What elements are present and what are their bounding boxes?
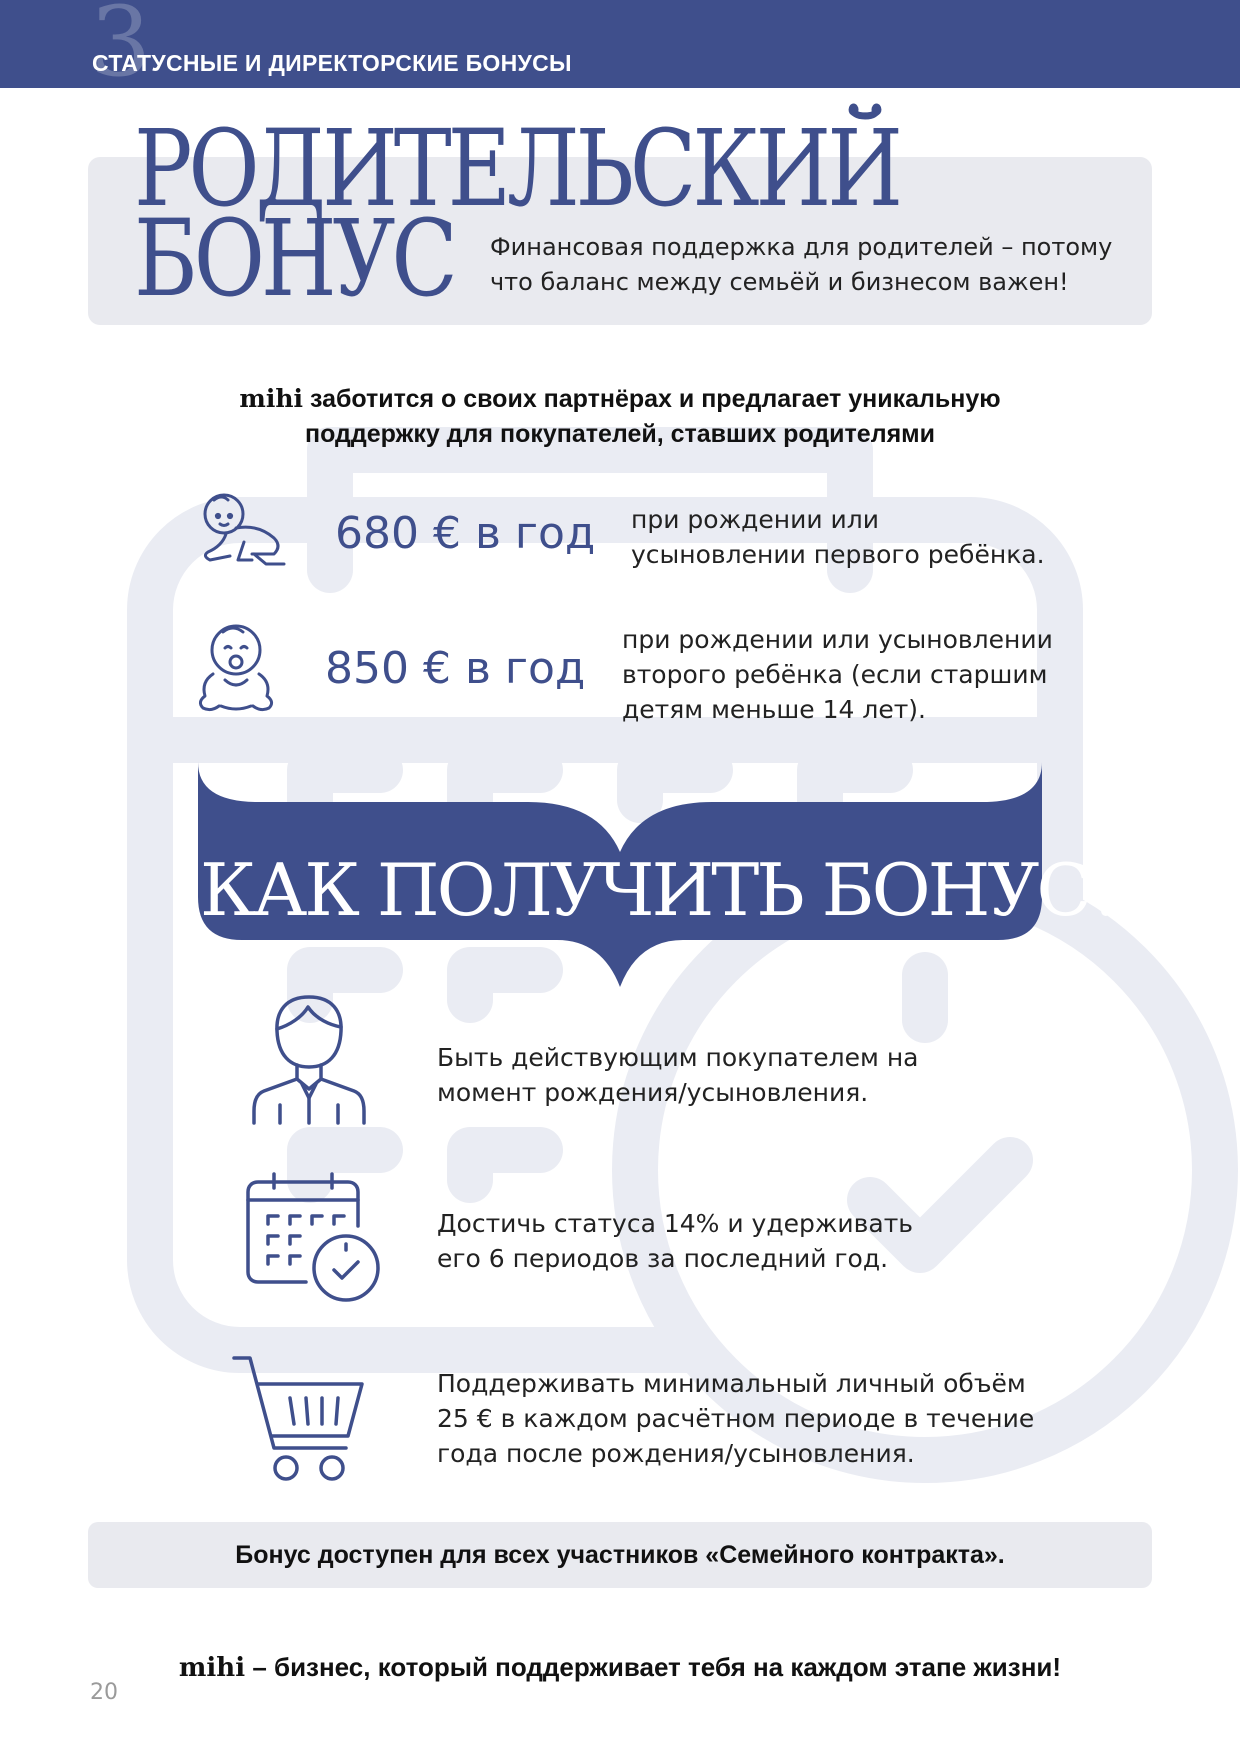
bonus-description-second-line-1: при рождении или усыновлении	[622, 625, 1053, 654]
intro-text	[60, 381, 1180, 452]
closing-text: – бизнес, который поддерживает тебя на каждом этапе жизни!	[252, 1652, 1062, 1682]
requirement-volume-line-2: 25 € в каждом расчётном периоде в течение	[437, 1404, 1035, 1433]
requirement-customer	[437, 1040, 1157, 1110]
page-title-line-2: БОНУС	[134, 197, 454, 320]
requirement-volume	[437, 1366, 1157, 1471]
section-title: СТАТУСНЫЕ И ДИРЕКТОРСКИЕ БОНУСЫ	[92, 50, 572, 76]
hero-subtitle	[490, 230, 1150, 300]
hero-subtitle-line-2: что баланс между семьёй и бизнесом важен!	[490, 268, 1069, 296]
section-number: 3	[90, 0, 152, 98]
bonus-description-second-line-2: второго ребёнка (если старшим	[622, 660, 1048, 689]
bonus-description-first-line-2: усыновлении первого ребёнка.	[631, 540, 1045, 569]
requirement-status	[437, 1206, 1157, 1276]
bonus-description-first	[631, 502, 1045, 572]
requirement-status-line-1: Достичь статуса 14% и удерживать	[437, 1209, 913, 1238]
requirement-status-line-2: его 6 периодов за последний год.	[437, 1244, 889, 1273]
bonus-description-second	[622, 622, 1053, 727]
brand-name: mihi	[239, 384, 304, 413]
how-to-title: КАК ПОЛУЧИТЬ БОНУС?	[200, 848, 1125, 932]
requirement-volume-line-1: Поддерживать минимальный личный объём	[437, 1369, 1026, 1398]
bonus-description-second-line-3: детям меньше 14 лет).	[622, 695, 926, 724]
bonus-amount-second: 850 € в год	[325, 643, 586, 694]
customer-person-icon	[250, 993, 368, 1125]
calendar-clock-icon	[246, 1170, 382, 1304]
page-title-line-1: РОДИТЕЛЬСКИЙ	[134, 107, 899, 230]
requirement-customer-line-2: момент рождения/усыновления.	[437, 1078, 869, 1107]
intro-line-1: заботится о своих партнёрах и предлагает уникальную	[309, 385, 1001, 413]
page-number: 20	[90, 1680, 118, 1705]
family-contract-note: Бонус доступен для всех участников «Семейного контракта».	[235, 1541, 1005, 1569]
shopping-cart-icon	[232, 1354, 368, 1482]
requirement-volume-line-3: года после рождения/усыновления.	[437, 1439, 915, 1468]
hero-subtitle-line-1: Финансовая поддержка для родителей – потому	[490, 233, 1113, 261]
requirement-customer-line-1: Быть действующим покупателем на	[437, 1043, 919, 1072]
baby-with-pacifier-icon	[193, 622, 279, 714]
crawling-baby-icon	[196, 490, 292, 570]
bonus-amount-first: 680 € в год	[335, 508, 596, 559]
intro-line-2: поддержку для покупателей, ставших родителями	[304, 420, 936, 448]
bonus-description-first-line-1: при рождении или	[631, 505, 880, 534]
closing-brand-name: mihi	[178, 1653, 246, 1683]
closing-slogan	[40, 1652, 1200, 1683]
